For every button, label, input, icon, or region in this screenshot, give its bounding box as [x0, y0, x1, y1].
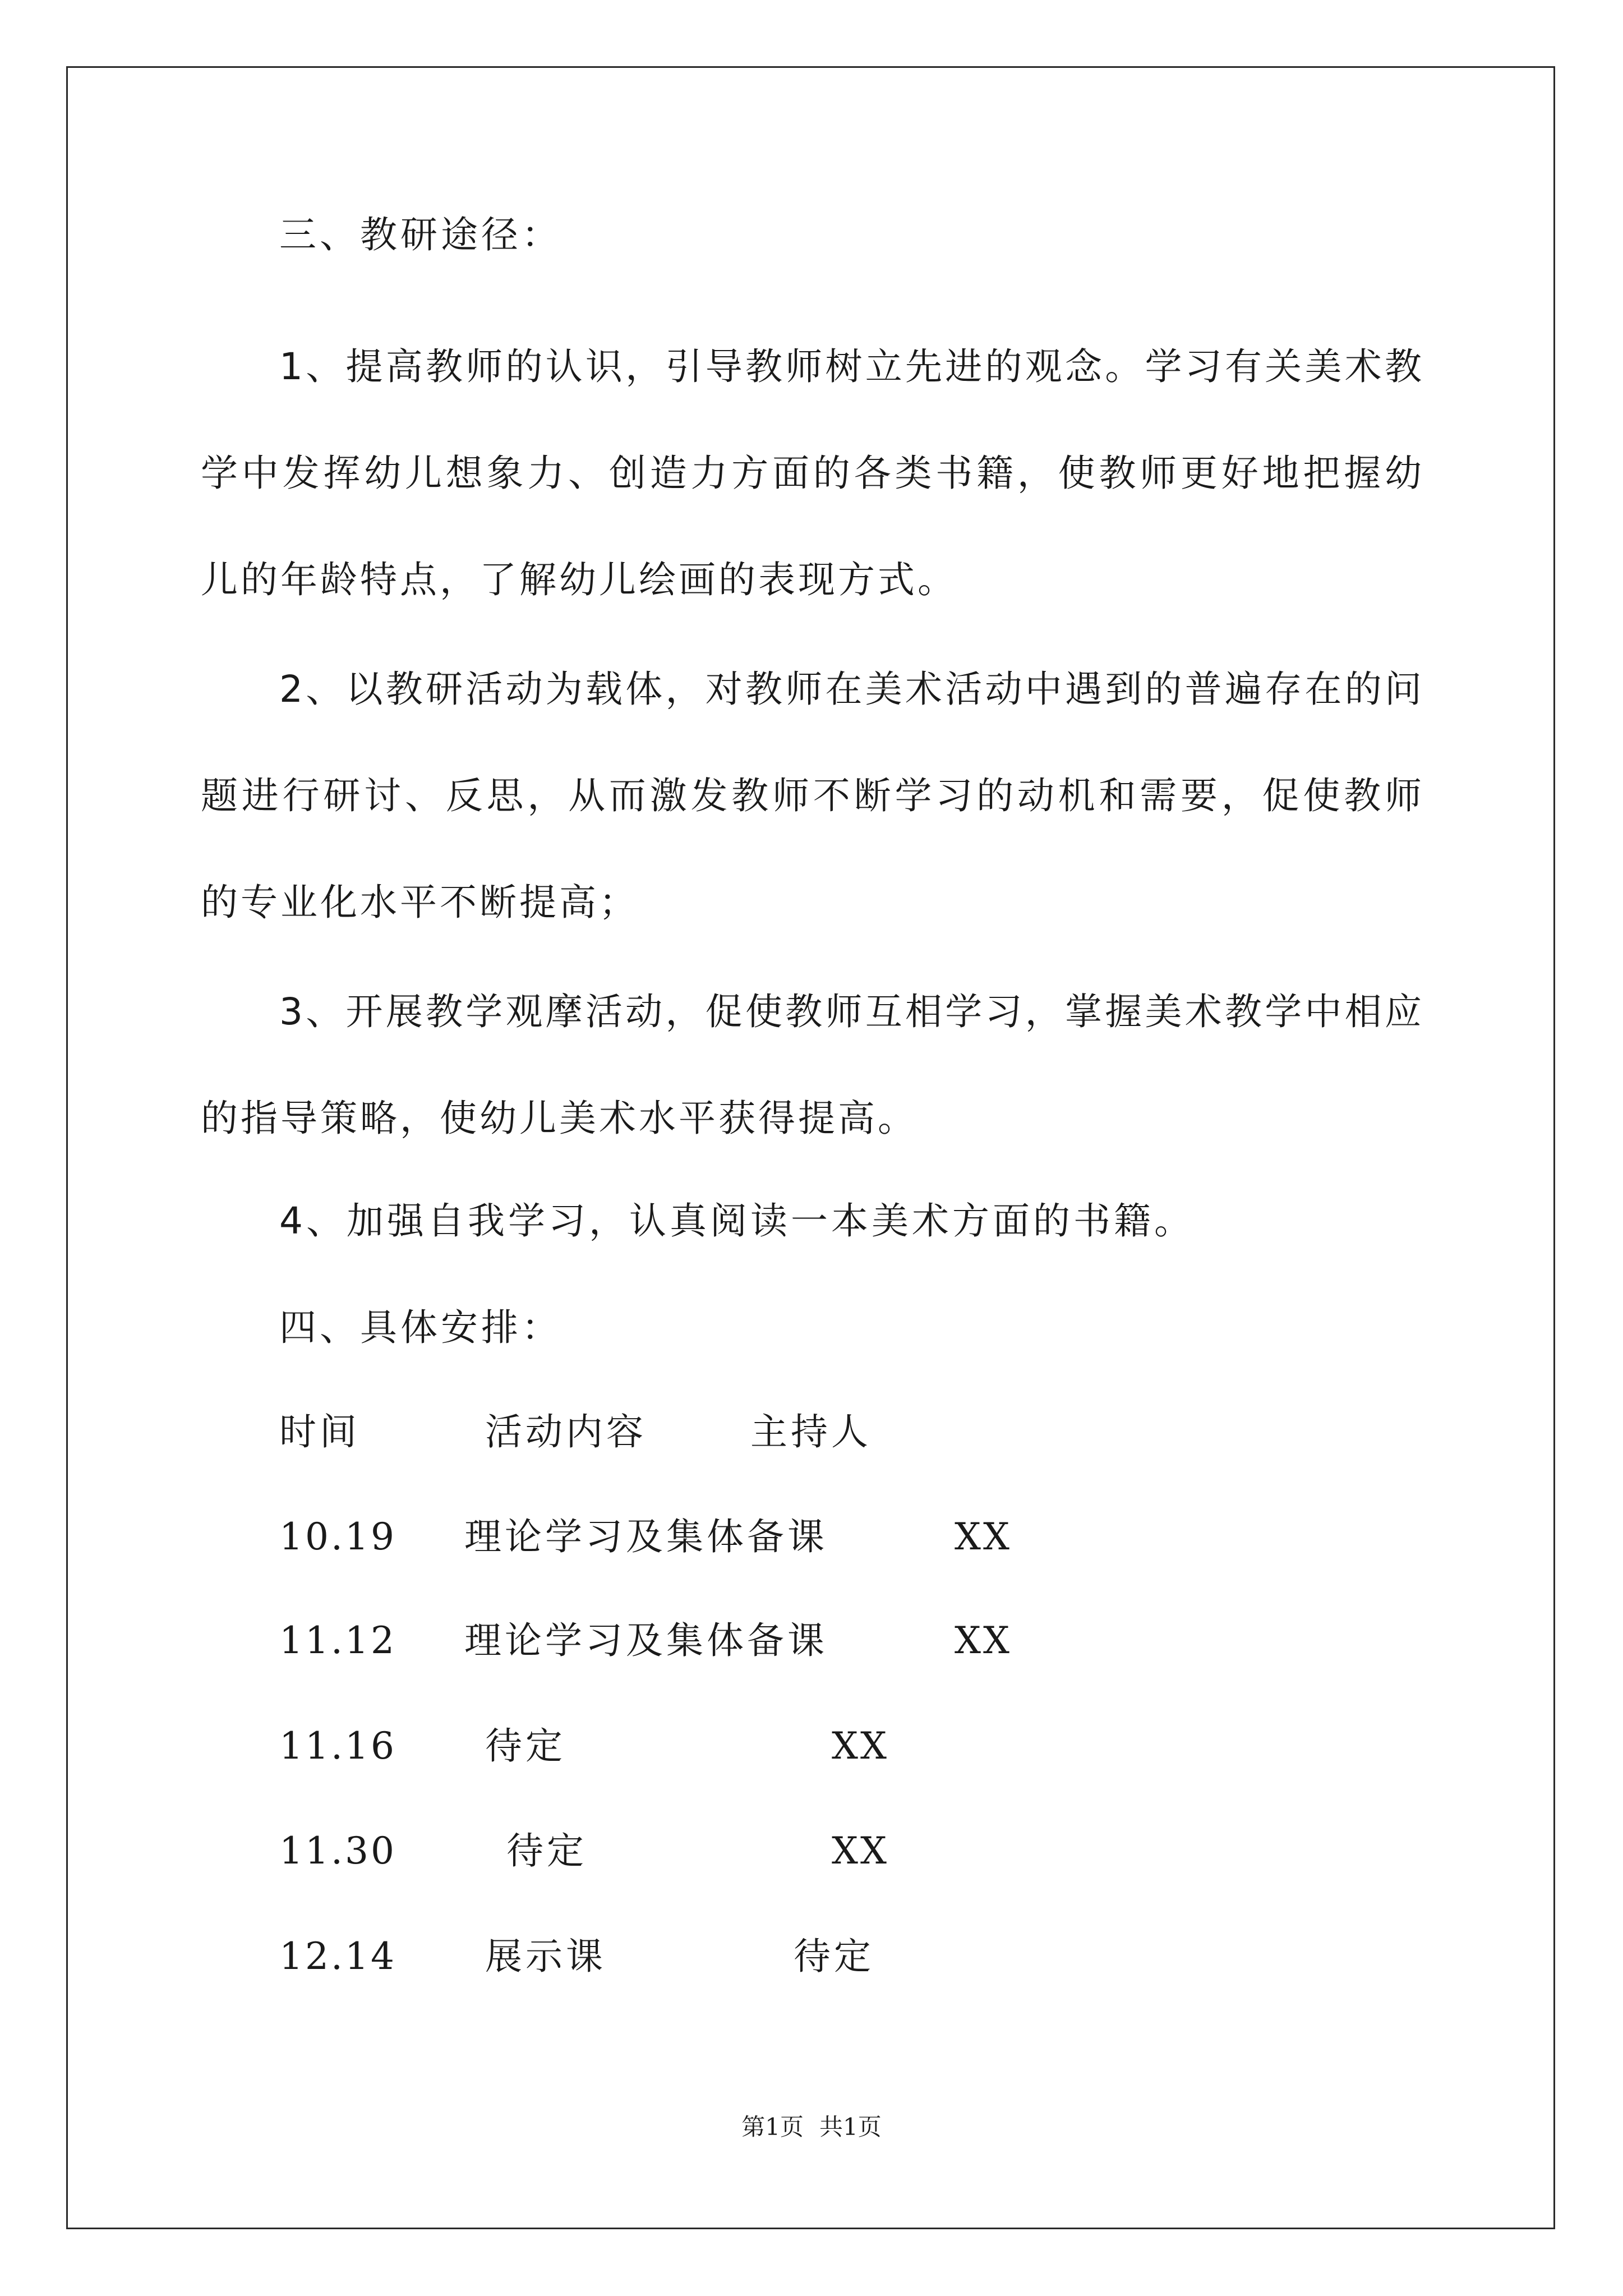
- schedule-row-host: XX: [832, 1724, 889, 1768]
- schedule-header-time: 时间: [279, 1410, 360, 1453]
- section-heading-4: 四、具体安排：: [279, 1306, 562, 1349]
- paragraph-item-4: 4、加强自我学习，认真阅读一本美术方面的书籍。: [279, 1199, 1195, 1243]
- paragraph-item-2: 2、以教研活动为载体，对教师在美术活动中遇到的普遍存在的问题进行研讨、反思，从而激发教师不断学习的动机和需要，促使教师的专业化水平不断提高；: [201, 668, 1424, 924]
- schedule-row-time: 11.30: [279, 1829, 396, 1872]
- schedule-row-host: XX: [955, 1515, 1012, 1558]
- schedule-header-content: 活动内容: [485, 1410, 647, 1453]
- page-number-current: 第1页: [741, 2113, 804, 2141]
- page-number-total: 共1页: [819, 2113, 882, 2141]
- schedule-header-host: 主持人: [750, 1410, 872, 1453]
- paragraph-item-3: 3、开展教学观摩活动，促使教师互相学习，掌握美术教学中相应的指导策略，使幼儿美术水平获得提高。: [201, 990, 1424, 1140]
- schedule-row-host: XX: [955, 1619, 1012, 1662]
- schedule-row-host: XX: [832, 1829, 889, 1872]
- schedule-row-time: 11.16: [279, 1724, 396, 1768]
- schedule-row-time: 12.14: [279, 1935, 396, 1978]
- schedule-row-content: 理论学习及集体备课: [464, 1515, 828, 1558]
- schedule-row-host: 待定: [794, 1935, 874, 1978]
- schedule-row-content: 待定: [485, 1724, 566, 1768]
- section-heading-3: 三、教研途径：: [279, 213, 562, 256]
- schedule-row-content: 待定: [506, 1829, 587, 1872]
- paragraph-item-1: 1、提高教师的认识，引导教师树立先进的观念。学习有关美术教学中发挥幼儿想象力、创造力方面的各类书籍，使教师更好地把握幼儿的年龄特点，了解幼儿绘画的表现方式。: [201, 345, 1424, 601]
- schedule-row-time: 10.19: [279, 1515, 396, 1558]
- schedule-row-content: 展示课: [485, 1935, 606, 1978]
- page-footer: [0, 2110, 1623, 2144]
- schedule-row-content: 理论学习及集体备课: [464, 1619, 828, 1662]
- schedule-row-time: 11.12: [279, 1619, 396, 1662]
